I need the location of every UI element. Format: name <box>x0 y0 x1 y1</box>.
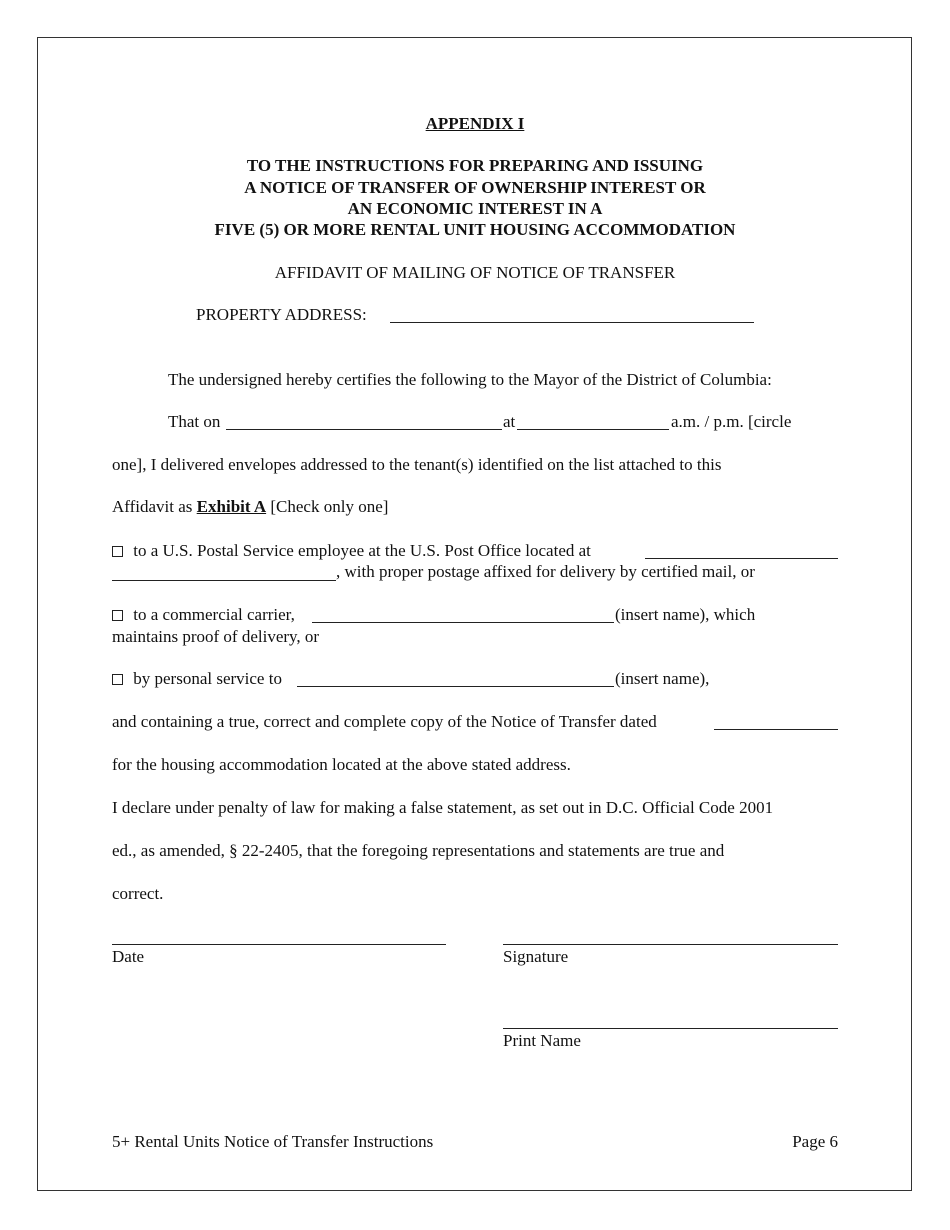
option-personal-insert: (insert name), <box>615 669 710 688</box>
title-line-2: A NOTICE OF TRANSFER OF OWNERSHIP INTEREST OR <box>244 178 706 197</box>
footer-title: 5+ Rental Units Notice of Transfer Instructions <box>112 1132 434 1151</box>
affidavit-as-text: Affidavit as <box>112 497 193 516</box>
postal-checkbox[interactable] <box>112 546 123 557</box>
option-carrier <box>112 605 295 625</box>
carrier-checkbox[interactable] <box>112 610 123 621</box>
page-number: Page 6 <box>792 1132 838 1151</box>
print-name-line[interactable] <box>503 1028 838 1029</box>
option-personal-text: by personal service to <box>133 669 282 688</box>
personal-name-field[interactable] <box>297 686 614 687</box>
at-label: at <box>503 412 516 431</box>
housing-paragraph: for the housing accommodation located at the above stated address. <box>112 755 571 774</box>
affidavit-subtitle: AFFIDAVIT OF MAILING OF NOTICE OF TRANSFER <box>274 263 676 282</box>
time-delivered-field[interactable] <box>517 429 669 430</box>
title-line-3: AN ECONOMIC INTEREST IN A <box>347 199 603 218</box>
option-postal-cont: , with proper postage affixed for delivery by certified mail, or <box>336 562 755 581</box>
declare-line-1: I declare under penalty of law for making a false statement, as set out in D.C. Official Code 2001 <box>112 798 774 817</box>
date-delivered-field[interactable] <box>226 429 502 430</box>
title-line-4: FIVE (5) OR MORE RENTAL UNIT HOUSING ACCOMMODATION <box>214 220 736 239</box>
print-name-label: Print Name <box>503 1031 581 1050</box>
containing-paragraph: and containing a true, correct and complete copy of the Notice of Transfer dated <box>112 712 657 731</box>
post-office-location-field[interactable] <box>645 558 838 559</box>
ampm-label: a.m. / p.m. [circle <box>671 412 792 431</box>
declare-line-2: ed., as amended, § 22-2405, that the foregoing representations and statements are true and <box>112 841 725 860</box>
post-office-location-field-2[interactable] <box>112 580 336 581</box>
option-carrier-insert: (insert name), which <box>615 605 756 624</box>
delivered-paragraph: one], I delivered envelopes addressed to the tenant(s) identified on the list attached to this <box>112 455 722 474</box>
exhibit-a-label: Exhibit A <box>196 497 267 516</box>
date-signature-line[interactable] <box>112 944 446 945</box>
option-carrier-text: to a commercial carrier, <box>133 605 295 624</box>
carrier-name-field[interactable] <box>312 622 614 623</box>
appendix-heading: APPENDIX I <box>425 114 525 133</box>
signature-line[interactable] <box>503 944 838 945</box>
title-line-1: TO THE INSTRUCTIONS FOR PREPARING AND ISSUING <box>246 156 704 175</box>
notice-date-field[interactable] <box>714 729 838 730</box>
option-personal <box>112 669 282 689</box>
signature-label: Signature <box>503 947 569 966</box>
option-carrier-cont: maintains proof of delivery, or <box>112 627 320 646</box>
property-address-field[interactable] <box>390 322 754 323</box>
certify-paragraph: The undersigned hereby certifies the following to the Mayor of the District of Columbia: <box>168 370 772 389</box>
that-on-label: That on <box>168 412 221 431</box>
exhibit-line <box>112 497 388 517</box>
date-label: Date <box>112 947 145 966</box>
check-one-text: [Check only one] <box>270 497 389 516</box>
option-postal-text: to a U.S. Postal Service employee at the U.S. Post Office located at <box>133 541 591 560</box>
property-address-label: PROPERTY ADDRESS: <box>196 305 367 324</box>
option-postal <box>112 541 591 561</box>
declare-line-3: correct. <box>112 884 164 903</box>
personal-checkbox[interactable] <box>112 674 123 685</box>
